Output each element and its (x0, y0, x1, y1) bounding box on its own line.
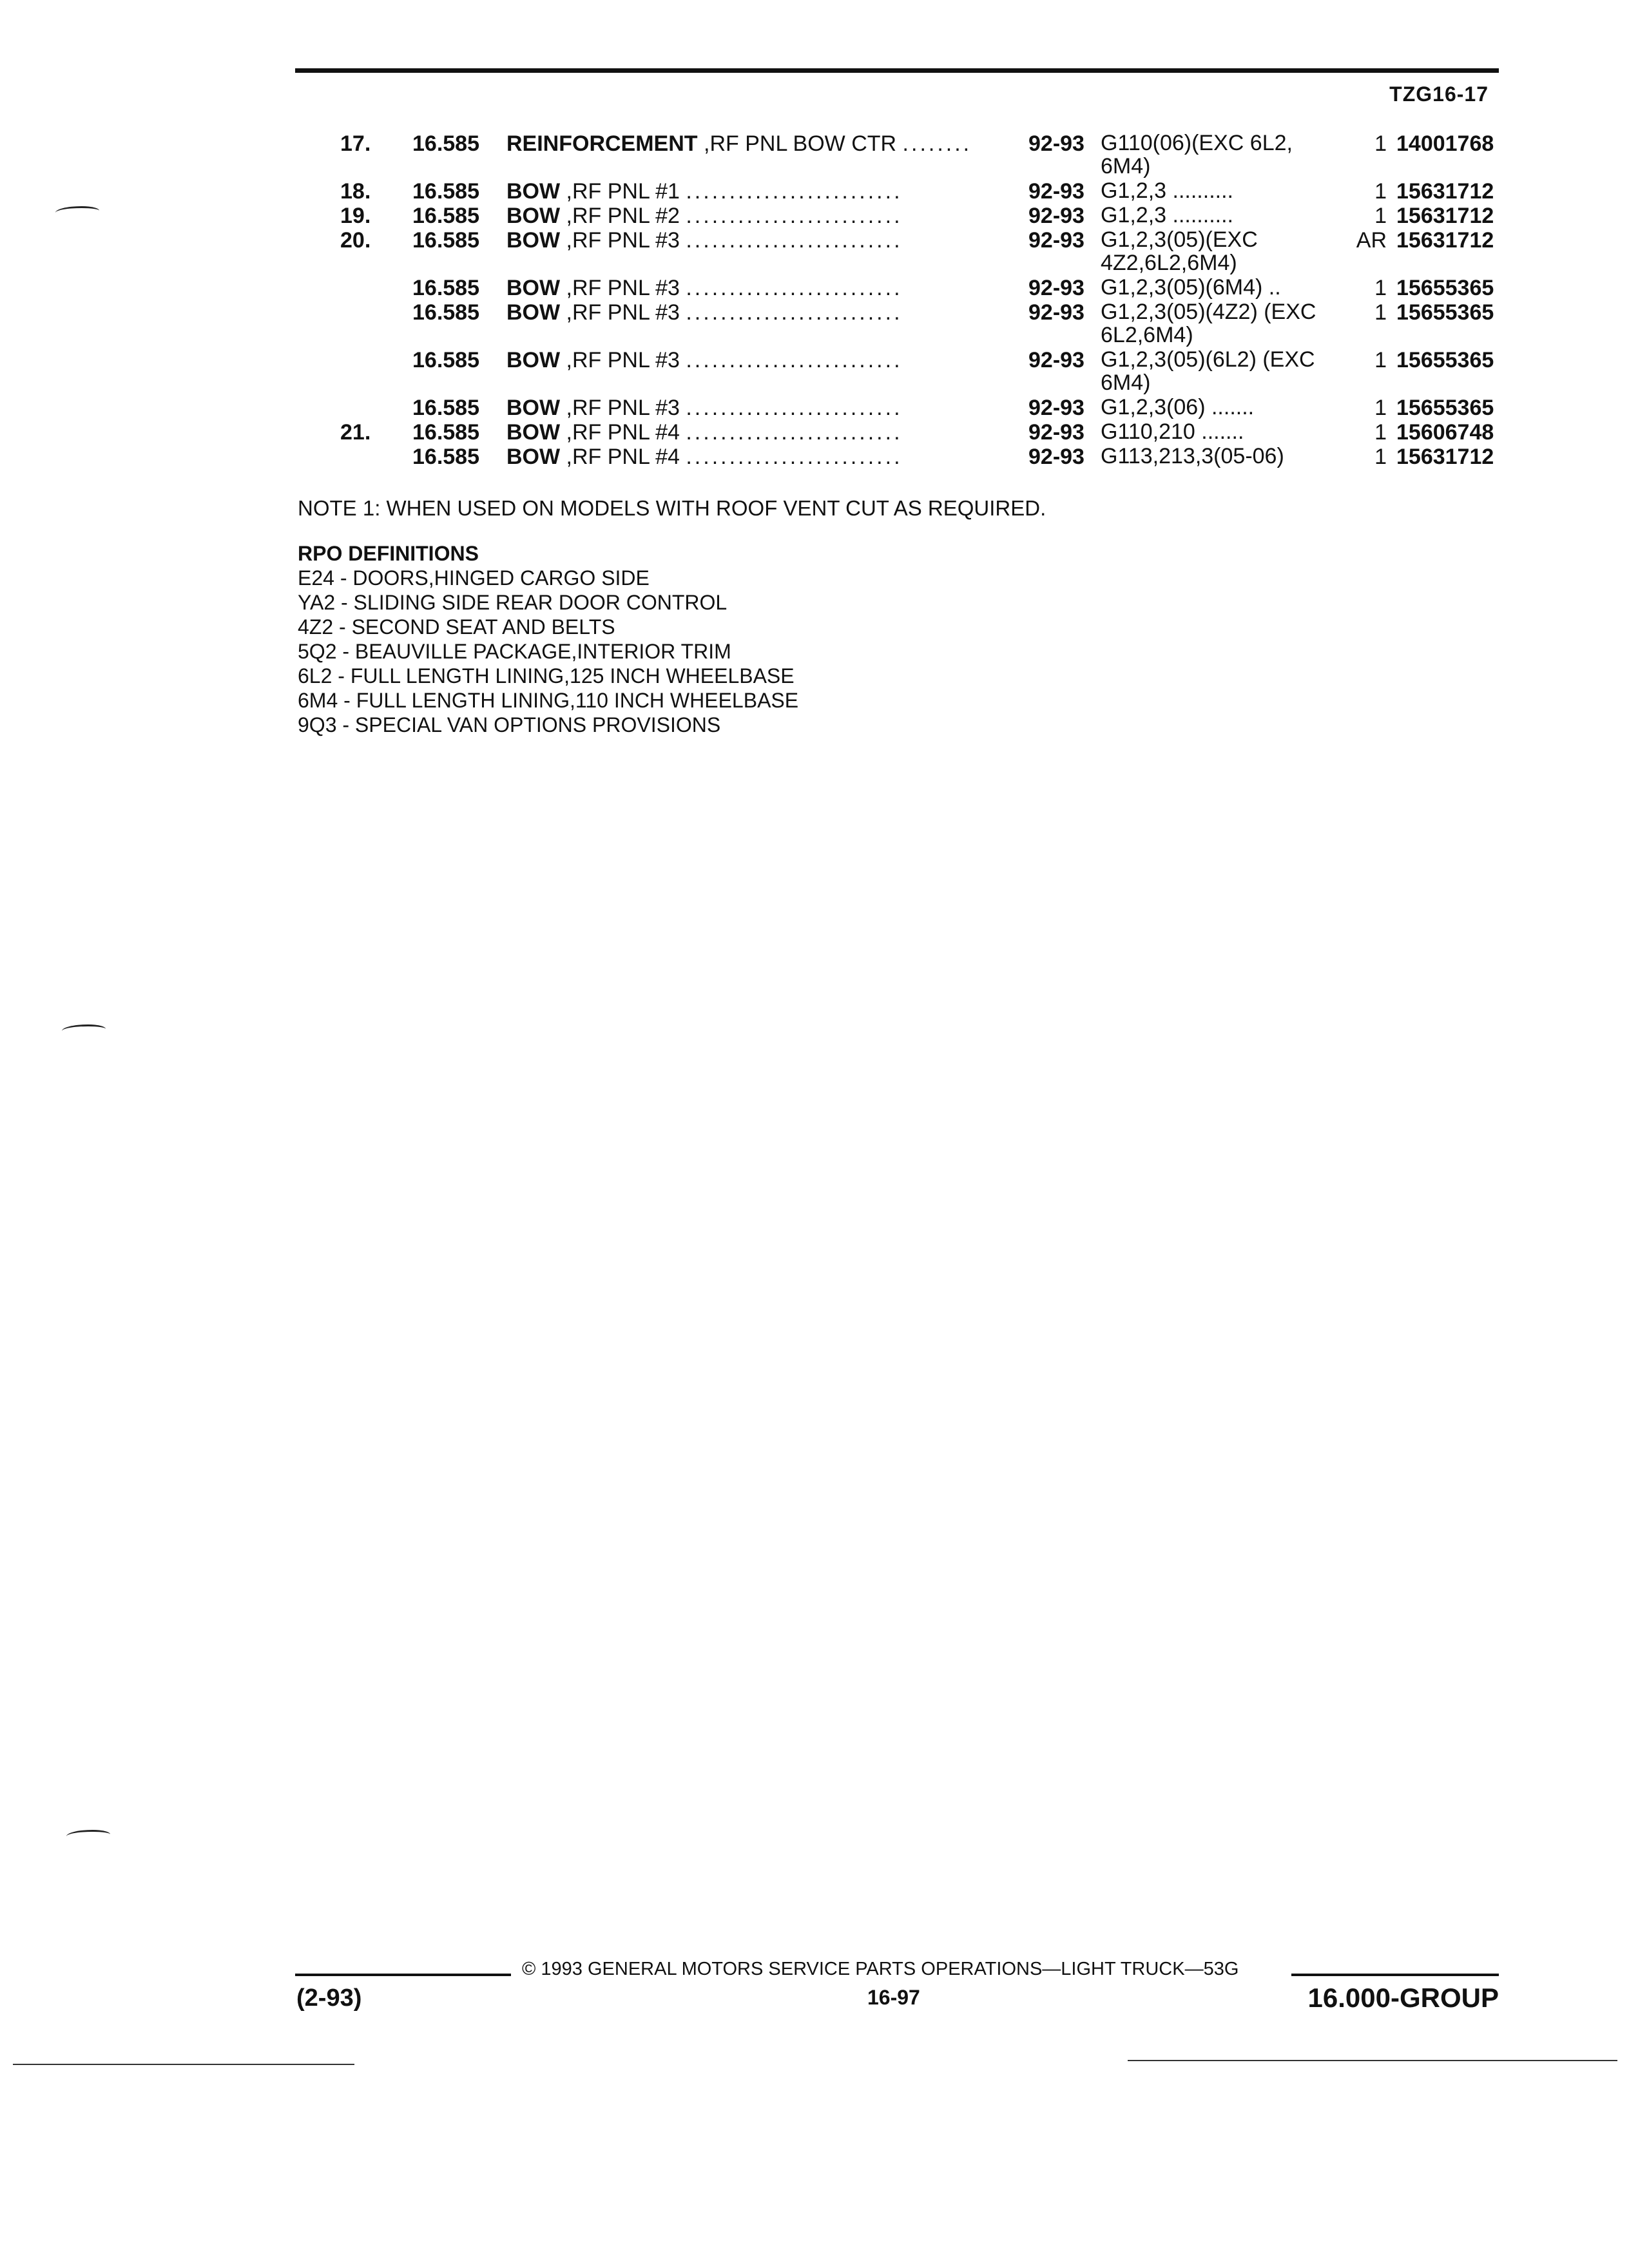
rpo-definitions (298, 541, 798, 737)
model-years: 92-93 (1028, 348, 1084, 372)
quantity: 1 (1374, 348, 1387, 372)
rpo-definition: 6L2 - FULL LENGTH LINING,125 INCH WHEELBASE (298, 664, 795, 687)
table-row (322, 276, 1501, 300)
model-years: 92-93 (1028, 204, 1084, 228)
model-usage: G1,2,3 .......... (1101, 178, 1233, 203)
table-row (322, 420, 1501, 445)
rpo-definition: 9Q3 - SPECIAL VAN OPTIONS PROVISIONS (298, 713, 721, 736)
group-number: 16.585 (412, 228, 479, 253)
table-row (322, 179, 1501, 204)
table-row (322, 396, 1501, 420)
footer-rule-left (295, 1974, 511, 1976)
quantity: 1 (1374, 179, 1387, 204)
table-row (322, 445, 1501, 469)
item-number: 17. (340, 131, 371, 156)
footer-page-number: 16-97 (867, 1986, 920, 2009)
part-name: BOW ,RF PNL #3 ......................... (506, 228, 903, 253)
part-name: BOW ,RF PNL #2 ......................... (506, 204, 903, 228)
note-text: NOTE 1: WHEN USED ON MODELS WITH ROOF VENT CUT AS REQUIRED. (298, 496, 1046, 520)
model-years: 92-93 (1028, 131, 1084, 156)
rpo-definition: 6M4 - FULL LENGTH LINING,110 INCH WHEELBASE (298, 689, 799, 712)
model-usage: G1,2,3(06) ....... (1101, 395, 1255, 419)
part-name: REINFORCEMENT ,RF PNL BOW CTR ........ (506, 131, 972, 156)
scan-artifact-line (13, 2064, 354, 2065)
part-name: BOW ,RF PNL #3 ......................... (506, 348, 903, 372)
model-usage: G113,213,3(05-06) (1101, 444, 1284, 468)
part-number: 15631712 (1396, 228, 1494, 253)
rpo-definition: 4Z2 - SECOND SEAT AND BELTS (298, 615, 615, 639)
footer-copyright: © 1993 GENERAL MOTORS SERVICE PARTS OPERATIONS—LIGHT TRUCK—53G (522, 1959, 1239, 1979)
item-number: 19. (340, 204, 371, 228)
part-number: 15655365 (1396, 276, 1494, 300)
part-number: 15655365 (1396, 300, 1494, 325)
quantity: AR (1356, 228, 1387, 253)
parts-table (322, 131, 1501, 469)
model-years: 92-93 (1028, 420, 1084, 445)
footer-date-code: (2-93) (296, 1984, 362, 2012)
model-usage: G1,2,3(05)(6L2) (EXC 6M4) (1101, 347, 1315, 395)
part-name: BOW ,RF PNL #3 ......................... (506, 300, 903, 325)
model-years: 92-93 (1028, 276, 1084, 300)
group-number: 16.585 (412, 445, 479, 469)
model-usage: G110,210 ....... (1101, 419, 1244, 444)
group-number: 16.585 (412, 420, 479, 445)
group-number: 16.585 (412, 131, 479, 156)
part-name: BOW ,RF PNL #3 ......................... (506, 276, 903, 300)
group-number: 16.585 (412, 276, 479, 300)
model-usage: G1,2,3 .......... (1101, 203, 1233, 227)
part-number: 15631712 (1396, 445, 1494, 469)
part-number: 15655365 (1396, 396, 1494, 420)
rpo-definition: 5Q2 - BEAUVILLE PACKAGE,INTERIOR TRIM (298, 640, 731, 663)
part-number: 14001768 (1396, 131, 1494, 156)
quantity: 1 (1374, 420, 1387, 445)
model-years: 92-93 (1028, 445, 1084, 469)
part-name: BOW ,RF PNL #3 ......................... (506, 396, 903, 420)
item-number: 21. (340, 420, 371, 445)
model-usage: G1,2,3(05)(4Z2) (EXC 6L2,6M4) (1101, 300, 1316, 347)
model-usage: G1,2,3(05)(EXC 4Z2,6L2,6M4) (1101, 227, 1258, 275)
group-number: 16.585 (412, 396, 479, 420)
part-number: 15655365 (1396, 348, 1494, 372)
model-usage: G110(06)(EXC 6L2, 6M4) (1101, 131, 1293, 178)
binder-hole-mark (55, 206, 99, 217)
page-code: TZG16-17 (1389, 82, 1489, 106)
binder-hole-mark (62, 1024, 106, 1035)
model-years: 92-93 (1028, 396, 1084, 420)
model-years: 92-93 (1028, 179, 1084, 204)
model-years: 92-93 (1028, 228, 1084, 253)
table-row (322, 204, 1501, 228)
item-number: 18. (340, 179, 371, 204)
rpo-title: RPO DEFINITIONS (298, 542, 479, 565)
quantity: 1 (1374, 276, 1387, 300)
table-row (322, 300, 1501, 348)
quantity: 1 (1374, 445, 1387, 469)
group-number: 16.585 (412, 300, 479, 325)
binder-hole-mark (66, 1830, 110, 1841)
part-name: BOW ,RF PNL #4 ......................... (506, 445, 903, 469)
group-number: 16.585 (412, 348, 479, 372)
table-row (322, 228, 1501, 276)
footer-group: 16.000-GROUP (1307, 1983, 1499, 2013)
scan-artifact-line (1128, 2060, 1617, 2061)
quantity: 1 (1374, 131, 1387, 156)
part-number: 15631712 (1396, 204, 1494, 228)
model-years: 92-93 (1028, 300, 1084, 325)
part-name: BOW ,RF PNL #4 ......................... (506, 420, 903, 445)
table-row (322, 348, 1501, 396)
part-number: 15631712 (1396, 179, 1494, 204)
item-number: 20. (340, 228, 371, 253)
part-number: 15606748 (1396, 420, 1494, 445)
top-rule (295, 68, 1499, 73)
quantity: 1 (1374, 300, 1387, 325)
group-number: 16.585 (412, 179, 479, 204)
model-usage: G1,2,3(05)(6M4) .. (1101, 275, 1281, 300)
group-number: 16.585 (412, 204, 479, 228)
footer-rule-right (1291, 1974, 1499, 1976)
quantity: 1 (1374, 204, 1387, 228)
part-name: BOW ,RF PNL #1 ......................... (506, 179, 903, 204)
table-row (322, 131, 1501, 179)
quantity: 1 (1374, 396, 1387, 420)
rpo-definition: E24 - DOORS,HINGED CARGO SIDE (298, 566, 650, 590)
rpo-definition: YA2 - SLIDING SIDE REAR DOOR CONTROL (298, 591, 728, 614)
